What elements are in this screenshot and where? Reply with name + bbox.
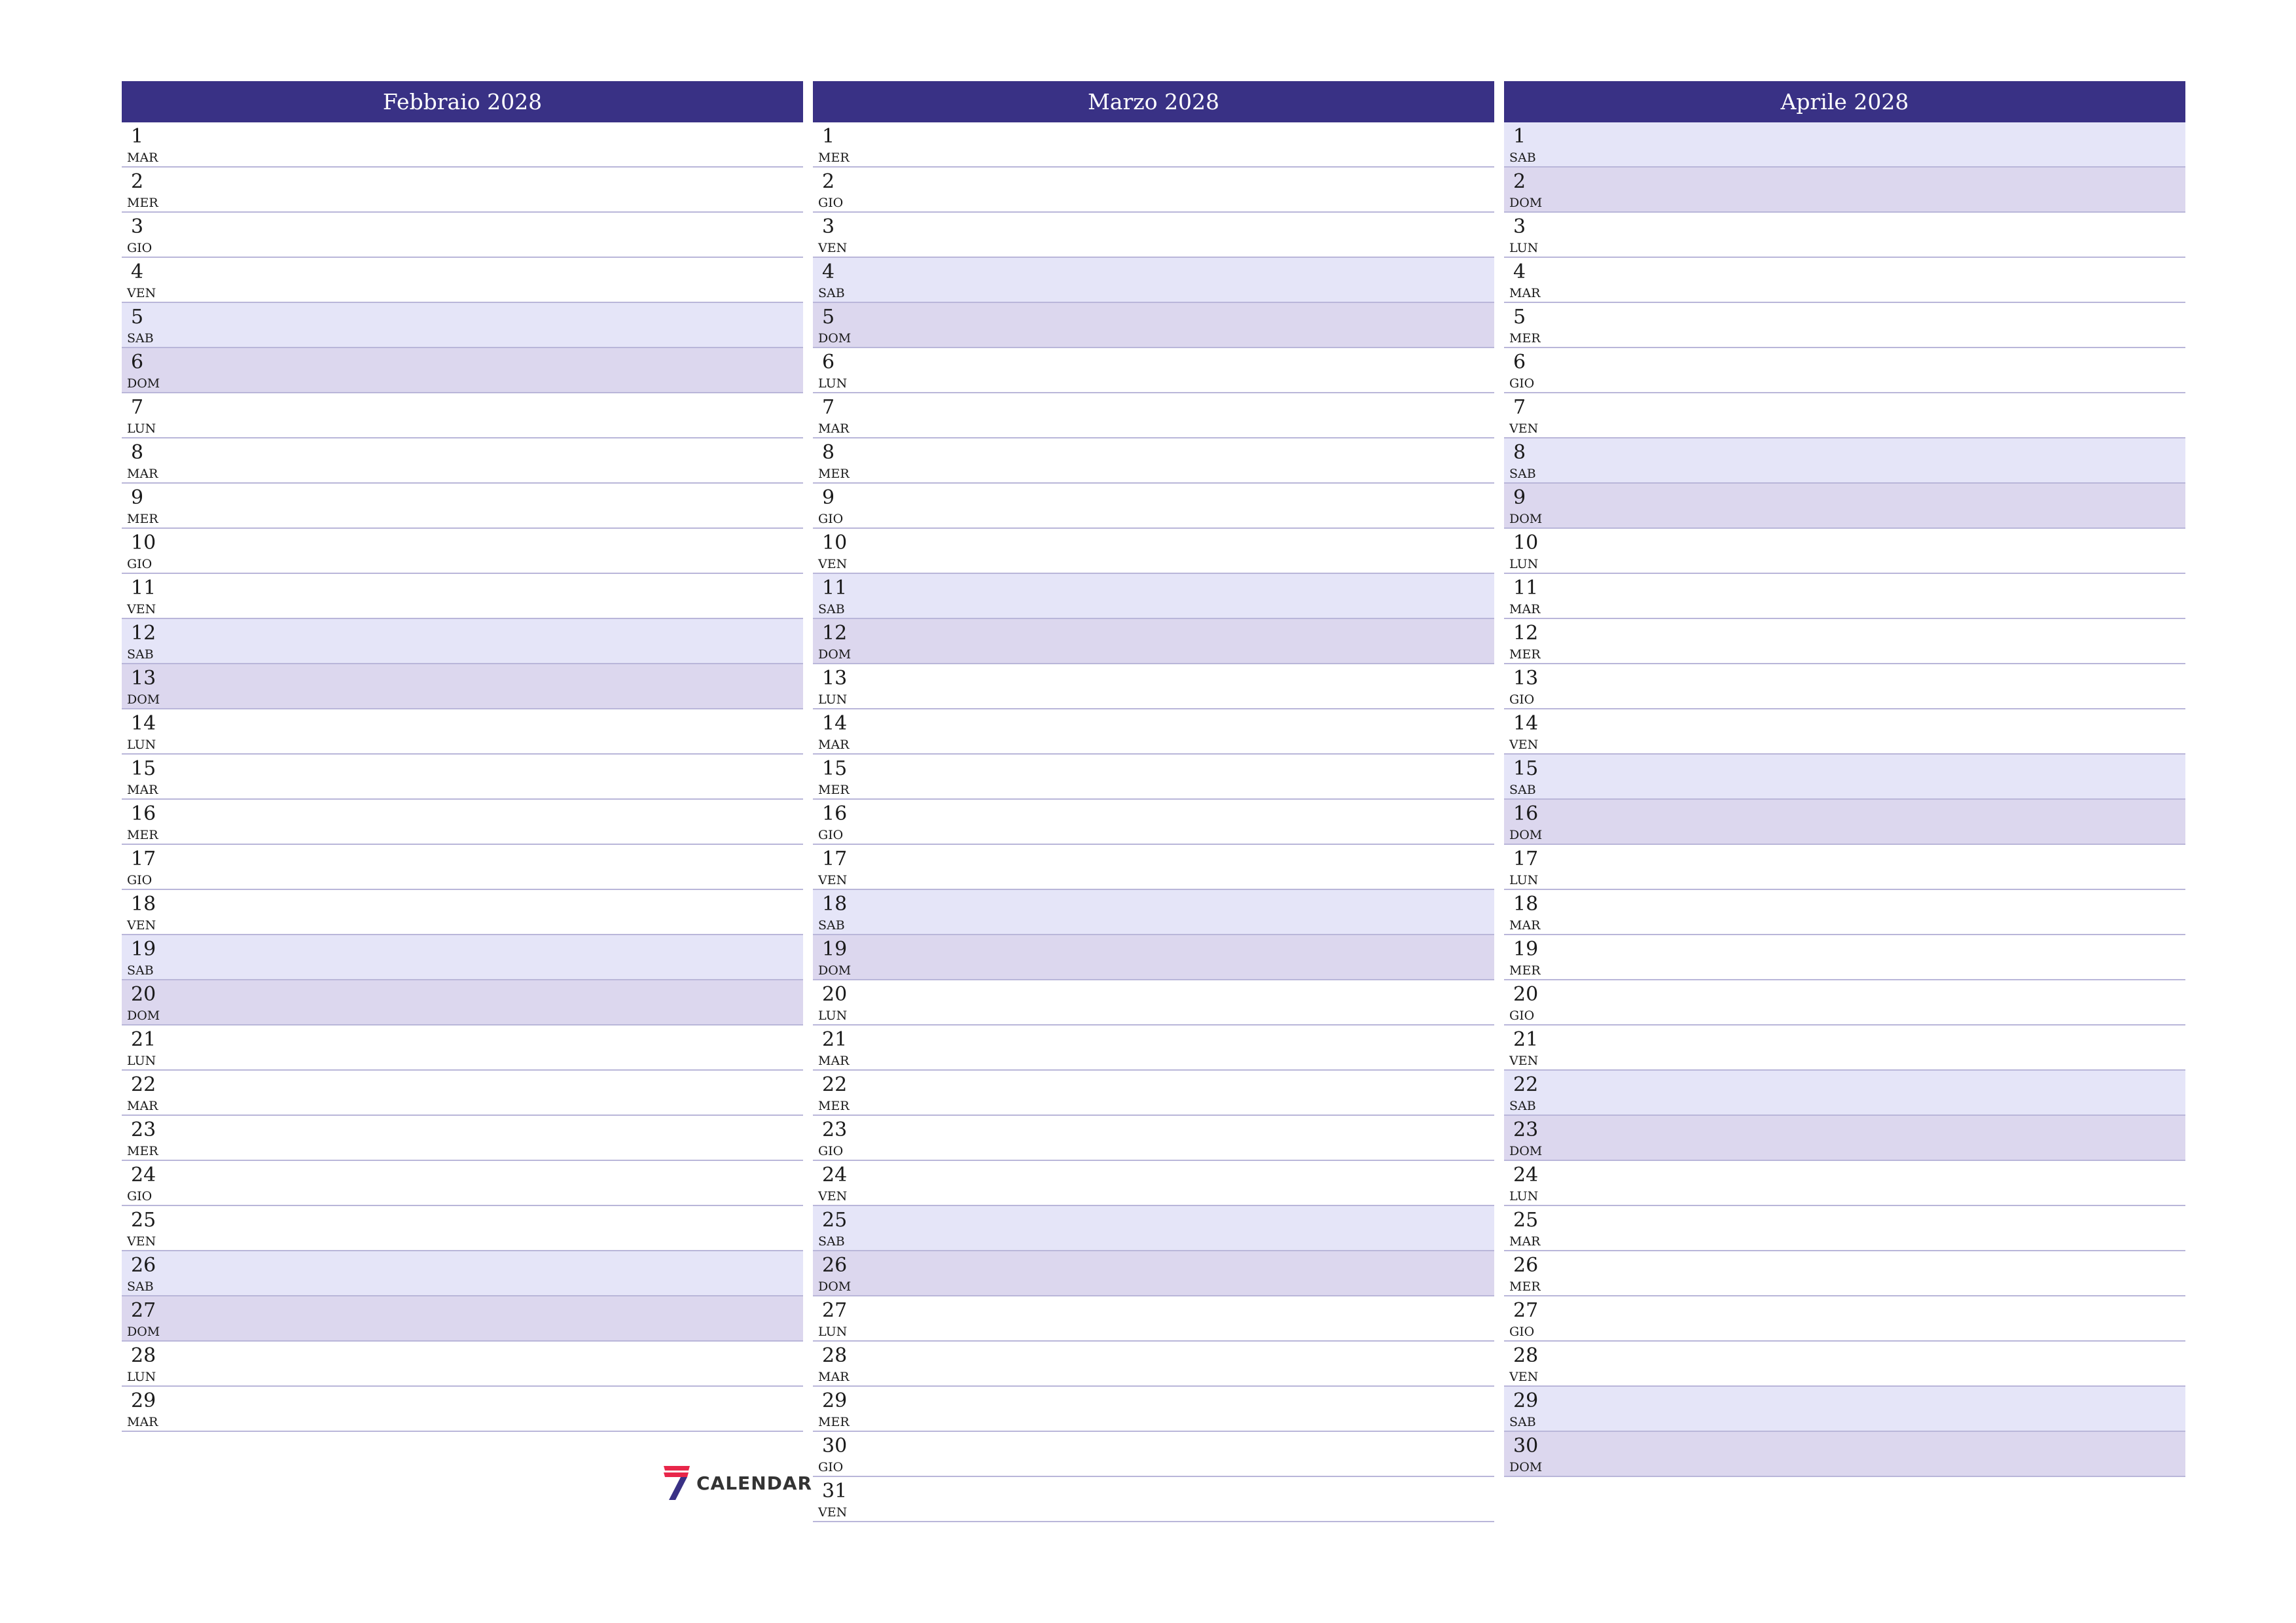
day-row xyxy=(122,1071,803,1116)
day-number: 28 xyxy=(131,1344,156,1367)
day-name: GIO xyxy=(818,512,844,526)
day-name: SAB xyxy=(818,602,845,616)
day-row xyxy=(813,1206,1494,1251)
day-row xyxy=(1504,303,2185,348)
day-name: GIO xyxy=(818,828,844,842)
day-number: 29 xyxy=(822,1389,848,1412)
day-name: MER xyxy=(1509,331,1541,346)
day-number: 19 xyxy=(822,938,848,961)
day-name: LUN xyxy=(1509,1189,1539,1204)
brand-logo xyxy=(661,1465,812,1501)
day-name: MER xyxy=(127,828,158,842)
day-number: 5 xyxy=(131,306,144,329)
day-number: 23 xyxy=(822,1118,848,1141)
day-number: 10 xyxy=(1513,531,1539,554)
day-row xyxy=(122,1161,803,1206)
day-number: 8 xyxy=(822,441,835,464)
day-row xyxy=(813,1116,1494,1161)
day-number: 25 xyxy=(1513,1209,1539,1232)
day-name: DOM xyxy=(1509,1460,1543,1474)
day-name: DOM xyxy=(127,1325,160,1339)
day-name: MAR xyxy=(1509,602,1541,616)
day-number: 12 xyxy=(131,622,156,645)
day-row xyxy=(122,348,803,393)
day-number: 26 xyxy=(1513,1254,1539,1277)
day-name: MAR xyxy=(1509,1234,1541,1249)
day-row xyxy=(122,122,803,168)
day-row xyxy=(813,1477,1494,1522)
day-number: 17 xyxy=(1513,847,1539,870)
day-row xyxy=(122,800,803,845)
day-number: 29 xyxy=(1513,1389,1539,1412)
day-number: 14 xyxy=(822,712,848,735)
day-name: GIO xyxy=(818,1144,844,1158)
day-row xyxy=(122,438,803,484)
day-name: SAB xyxy=(127,331,154,346)
day-name: MAR xyxy=(1509,918,1541,933)
day-row xyxy=(813,709,1494,755)
day-name: MER xyxy=(1509,963,1541,978)
day-name: MAR xyxy=(818,1054,850,1068)
day-row xyxy=(813,1026,1494,1071)
day-name: DOM xyxy=(818,647,852,662)
day-name: DOM xyxy=(1509,1144,1543,1158)
day-row xyxy=(813,980,1494,1026)
day-number: 16 xyxy=(1513,802,1539,825)
day-name: GIO xyxy=(1509,376,1535,391)
day-number: 6 xyxy=(822,351,835,374)
day-number: 13 xyxy=(822,667,848,690)
day-row xyxy=(122,213,803,258)
day-row xyxy=(1504,1296,2185,1342)
day-name: MAR xyxy=(818,1370,850,1384)
month-column-february xyxy=(122,81,803,1522)
day-row xyxy=(122,890,803,935)
day-row xyxy=(1504,393,2185,438)
day-number: 17 xyxy=(131,847,156,870)
day-name: SAB xyxy=(818,286,845,300)
day-number: 12 xyxy=(822,622,848,645)
day-name: GIO xyxy=(1509,1008,1535,1023)
day-name: SAB xyxy=(127,647,154,662)
day-number: 4 xyxy=(822,260,835,283)
day-row xyxy=(1504,1026,2185,1071)
day-name: SAB xyxy=(1509,1415,1536,1429)
day-number: 20 xyxy=(1513,983,1539,1006)
day-number: 21 xyxy=(822,1028,848,1051)
day-number: 3 xyxy=(131,215,144,238)
day-name: MAR xyxy=(818,421,850,436)
day-number: 18 xyxy=(1513,893,1539,916)
day-number: 1 xyxy=(1513,125,1526,148)
day-name: VEN xyxy=(818,241,848,255)
day-row xyxy=(1504,1161,2185,1206)
day-row xyxy=(813,213,1494,258)
day-number: 27 xyxy=(131,1299,156,1322)
day-row xyxy=(122,619,803,664)
day-row xyxy=(1504,800,2185,845)
day-number: 21 xyxy=(1513,1028,1539,1051)
day-name: VEN xyxy=(127,1234,156,1249)
day-number: 9 xyxy=(1513,486,1526,509)
day-row xyxy=(1504,1342,2185,1387)
day-number: 8 xyxy=(131,441,144,464)
day-name: SAB xyxy=(127,963,154,978)
day-row xyxy=(813,890,1494,935)
day-name: DOM xyxy=(1509,512,1543,526)
day-name: GIO xyxy=(127,557,152,571)
day-number: 15 xyxy=(131,757,156,780)
day-row xyxy=(122,574,803,619)
day-number: 19 xyxy=(1513,938,1539,961)
day-name: GIO xyxy=(818,196,844,210)
day-number: 14 xyxy=(1513,712,1539,735)
day-row xyxy=(1504,890,2185,935)
day-name: LUN xyxy=(1509,557,1539,571)
day-name: DOM xyxy=(1509,828,1543,842)
day-row xyxy=(813,1387,1494,1432)
day-row xyxy=(122,664,803,709)
day-name: VEN xyxy=(818,873,848,887)
day-number: 13 xyxy=(131,667,156,690)
day-name: MER xyxy=(1509,1279,1541,1294)
day-row xyxy=(813,1432,1494,1477)
day-name: SAB xyxy=(127,1279,154,1294)
day-row xyxy=(122,935,803,980)
day-number: 20 xyxy=(131,983,156,1006)
day-row xyxy=(813,664,1494,709)
day-name: GIO xyxy=(127,241,152,255)
day-name: SAB xyxy=(1509,151,1536,165)
day-row xyxy=(122,1206,803,1251)
day-number: 30 xyxy=(822,1435,848,1457)
day-name: VEN xyxy=(818,1505,848,1520)
day-row xyxy=(813,393,1494,438)
day-number: 24 xyxy=(131,1164,156,1186)
day-number: 4 xyxy=(131,260,144,283)
day-number: 23 xyxy=(1513,1118,1539,1141)
day-name: SAB xyxy=(1509,1099,1536,1113)
day-list xyxy=(1504,122,2185,1477)
day-number: 15 xyxy=(822,757,848,780)
day-row xyxy=(1504,258,2185,303)
day-name: DOM xyxy=(818,331,852,346)
day-row xyxy=(813,484,1494,529)
day-name: DOM xyxy=(818,963,852,978)
day-number: 19 xyxy=(131,938,156,961)
day-row xyxy=(1504,1116,2185,1161)
day-name: VEN xyxy=(1509,1054,1539,1068)
day-row xyxy=(1504,484,2185,529)
day-number: 20 xyxy=(822,983,848,1006)
day-number: 6 xyxy=(131,351,144,374)
brand-name: CALENDAR xyxy=(696,1472,813,1494)
day-row xyxy=(122,755,803,800)
day-number: 2 xyxy=(131,170,144,193)
day-row xyxy=(122,1296,803,1342)
day-row xyxy=(813,574,1494,619)
day-row xyxy=(1504,122,2185,168)
day-row xyxy=(122,1116,803,1161)
day-number: 22 xyxy=(822,1073,848,1096)
month-column-march xyxy=(813,81,1494,1522)
day-number: 3 xyxy=(822,215,835,238)
day-name: VEN xyxy=(127,286,156,300)
day-number: 1 xyxy=(131,125,144,148)
day-number: 2 xyxy=(822,170,835,193)
month-header: Marzo 2028 xyxy=(813,81,1494,122)
calendar-grid xyxy=(122,81,2186,1522)
day-row xyxy=(122,1026,803,1071)
day-name: VEN xyxy=(818,1189,848,1204)
day-row xyxy=(122,529,803,574)
day-row xyxy=(1504,935,2185,980)
day-name: MAR xyxy=(127,1099,158,1113)
day-name: DOM xyxy=(127,1008,160,1023)
day-number: 2 xyxy=(1513,170,1526,193)
day-number: 16 xyxy=(131,802,156,825)
day-row xyxy=(122,303,803,348)
day-row xyxy=(122,393,803,438)
day-name: SAB xyxy=(1509,783,1536,797)
day-number: 24 xyxy=(1513,1164,1539,1186)
day-row xyxy=(122,484,803,529)
day-row xyxy=(122,845,803,890)
month-header: Febbraio 2028 xyxy=(122,81,803,122)
day-row xyxy=(813,800,1494,845)
day-row xyxy=(1504,845,2185,890)
day-row xyxy=(813,935,1494,980)
day-row xyxy=(813,303,1494,348)
day-number: 26 xyxy=(131,1254,156,1277)
day-number: 29 xyxy=(131,1389,156,1412)
day-number: 3 xyxy=(1513,215,1526,238)
day-row xyxy=(813,438,1494,484)
day-name: VEN xyxy=(1509,1370,1539,1384)
day-name: MAR xyxy=(818,738,850,752)
day-name: MAR xyxy=(127,1415,158,1429)
day-name: GIO xyxy=(818,1460,844,1474)
day-row xyxy=(813,168,1494,213)
day-name: MER xyxy=(818,1099,850,1113)
day-number: 18 xyxy=(131,893,156,916)
day-name: MER xyxy=(818,151,850,165)
day-row xyxy=(1504,213,2185,258)
day-name: SAB xyxy=(1509,467,1536,481)
day-list xyxy=(813,122,1494,1522)
day-name: LUN xyxy=(127,421,156,436)
day-row xyxy=(813,1071,1494,1116)
day-name: LUN xyxy=(127,738,156,752)
day-row xyxy=(813,1251,1494,1296)
day-number: 24 xyxy=(822,1164,848,1186)
day-number: 6 xyxy=(1513,351,1526,374)
day-number: 15 xyxy=(1513,757,1539,780)
day-number: 26 xyxy=(822,1254,848,1277)
day-row xyxy=(122,709,803,755)
day-number: 11 xyxy=(822,577,848,599)
day-number: 11 xyxy=(131,577,156,599)
day-name: VEN xyxy=(127,602,156,616)
day-row xyxy=(813,1296,1494,1342)
day-name: MER xyxy=(127,196,158,210)
day-number: 28 xyxy=(822,1344,848,1367)
day-name: MAR xyxy=(127,151,158,165)
day-number: 7 xyxy=(131,396,144,419)
day-row xyxy=(813,348,1494,393)
day-row xyxy=(122,1387,803,1432)
day-name: GIO xyxy=(127,873,152,887)
day-number: 10 xyxy=(131,531,156,554)
day-number: 25 xyxy=(822,1209,848,1232)
day-name: VEN xyxy=(127,918,156,933)
day-name: MAR xyxy=(1509,286,1541,300)
day-name: LUN xyxy=(818,1325,848,1339)
day-row xyxy=(813,529,1494,574)
day-name: LUN xyxy=(818,1008,848,1023)
day-name: DOM xyxy=(1509,196,1543,210)
day-row xyxy=(1504,1432,2185,1477)
day-name: SAB xyxy=(818,918,845,933)
day-name: MAR xyxy=(127,467,158,481)
day-name: DOM xyxy=(127,376,160,391)
day-name: MER xyxy=(818,467,850,481)
day-number: 21 xyxy=(131,1028,156,1051)
day-list xyxy=(122,122,803,1432)
day-row xyxy=(122,1342,803,1387)
day-row xyxy=(1504,1387,2185,1432)
day-number: 27 xyxy=(822,1299,848,1322)
day-number: 9 xyxy=(131,486,144,509)
day-name: MAR xyxy=(127,783,158,797)
day-number: 10 xyxy=(822,531,848,554)
day-row xyxy=(1504,1071,2185,1116)
day-name: VEN xyxy=(818,557,848,571)
day-number: 11 xyxy=(1513,577,1539,599)
day-name: VEN xyxy=(1509,738,1539,752)
day-row xyxy=(1504,709,2185,755)
day-row xyxy=(813,755,1494,800)
day-row xyxy=(813,1342,1494,1387)
day-name: MER xyxy=(127,512,158,526)
day-name: MER xyxy=(818,1415,850,1429)
day-number: 4 xyxy=(1513,260,1526,283)
day-number: 27 xyxy=(1513,1299,1539,1322)
day-name: MER xyxy=(127,1144,158,1158)
day-name: GIO xyxy=(1509,1325,1535,1339)
day-number: 9 xyxy=(822,486,835,509)
day-number: 1 xyxy=(822,125,835,148)
day-row xyxy=(1504,1206,2185,1251)
day-row xyxy=(813,619,1494,664)
day-name: MER xyxy=(818,783,850,797)
day-row xyxy=(1504,438,2185,484)
day-row xyxy=(813,845,1494,890)
month-column-april xyxy=(1504,81,2185,1522)
day-number: 5 xyxy=(1513,306,1526,329)
month-header: Aprile 2028 xyxy=(1504,81,2185,122)
day-number: 17 xyxy=(822,847,848,870)
day-row xyxy=(1504,529,2185,574)
day-number: 14 xyxy=(131,712,156,735)
day-name: SAB xyxy=(818,1234,845,1249)
day-row xyxy=(813,122,1494,168)
day-row xyxy=(1504,980,2185,1026)
day-number: 7 xyxy=(822,396,835,419)
day-number: 5 xyxy=(822,306,835,329)
day-number: 8 xyxy=(1513,441,1526,464)
day-number: 23 xyxy=(131,1118,156,1141)
day-name: LUN xyxy=(1509,873,1539,887)
day-row xyxy=(1504,619,2185,664)
day-name: LUN xyxy=(1509,241,1539,255)
seven-logo-icon xyxy=(661,1465,691,1501)
day-row xyxy=(122,980,803,1026)
day-number: 18 xyxy=(822,893,848,916)
day-name: DOM xyxy=(818,1279,852,1294)
day-row xyxy=(1504,1251,2185,1296)
day-name: LUN xyxy=(818,376,848,391)
day-number: 13 xyxy=(1513,667,1539,690)
day-name: LUN xyxy=(818,692,848,707)
day-name: GIO xyxy=(127,1189,152,1204)
day-row xyxy=(1504,348,2185,393)
day-number: 12 xyxy=(1513,622,1539,645)
day-name: DOM xyxy=(127,692,160,707)
day-row xyxy=(122,1251,803,1296)
day-row xyxy=(1504,168,2185,213)
day-name: VEN xyxy=(1509,421,1539,436)
day-name: MER xyxy=(1509,647,1541,662)
day-row xyxy=(1504,755,2185,800)
day-number: 28 xyxy=(1513,1344,1539,1367)
day-number: 7 xyxy=(1513,396,1526,419)
day-name: LUN xyxy=(127,1370,156,1384)
day-name: GIO xyxy=(1509,692,1535,707)
day-row xyxy=(1504,574,2185,619)
day-number: 22 xyxy=(1513,1073,1539,1096)
day-row xyxy=(1504,664,2185,709)
day-name: LUN xyxy=(127,1054,156,1068)
day-number: 22 xyxy=(131,1073,156,1096)
day-row xyxy=(813,258,1494,303)
day-row xyxy=(122,258,803,303)
day-number: 31 xyxy=(822,1480,848,1503)
day-row xyxy=(122,168,803,213)
day-number: 30 xyxy=(1513,1435,1539,1457)
day-number: 25 xyxy=(131,1209,156,1232)
day-number: 16 xyxy=(822,802,848,825)
day-row xyxy=(813,1161,1494,1206)
